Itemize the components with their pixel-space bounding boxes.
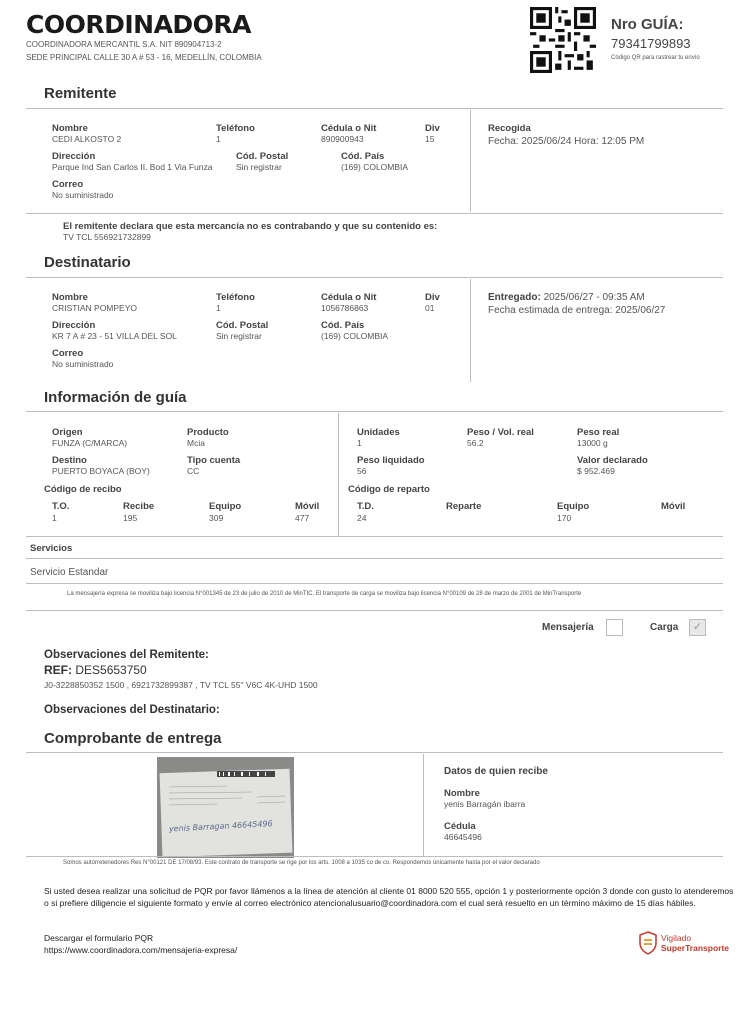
recibe-label: Recibe — [123, 501, 155, 512]
destino: PUERTO BOYACA (BOY) — [52, 466, 150, 476]
dest-cod-pais: (169) COLOMBIA — [321, 331, 389, 341]
unidades: 1 — [357, 438, 362, 448]
rem-nombre-label: Nombre — [52, 123, 88, 134]
peso-vol-label: Peso / Vol. real — [467, 427, 534, 438]
tipo-cuenta-label: Tipo cuenta — [187, 455, 241, 466]
dest-correo: No suministrado — [52, 359, 114, 369]
mensajeria-label: Mensajería — [542, 622, 594, 633]
to-value: 1 — [52, 513, 57, 523]
dest-direccion: KR 7 A # 23 - 51 VILLA DEL SOL — [52, 331, 177, 341]
movil2-label: Móvil — [661, 501, 686, 512]
td-label: T.D. — [357, 501, 374, 512]
recibe-nombre: yenis Barragán ibarra — [444, 799, 526, 809]
peso-liquidado-label: Peso liquidado — [357, 455, 425, 466]
company-name: COORDINADORA MERCANTIL S.A. NIT 890904713-2 — [26, 40, 222, 49]
obs-destinatario-title: Observaciones del Destinatario: — [44, 704, 220, 716]
ref-label: REF: — [44, 663, 72, 677]
rem-correo-label: Correo — [52, 179, 84, 190]
valor-declarado-label: Valor declarado — [577, 455, 648, 466]
tipo-cuenta: CC — [187, 466, 200, 476]
vigilado-line1: Vigilado — [661, 933, 692, 943]
ref-value: DES5653750 — [75, 663, 147, 677]
dest-div-label: Div — [425, 292, 440, 303]
qr-code-icon — [530, 7, 596, 73]
rem-div-label: Div — [425, 123, 440, 134]
origen: FUNZA (C/MARCA) — [52, 438, 128, 448]
recibe-value: 195 — [123, 513, 138, 523]
comprobante-title: Comprobante de entrega — [44, 730, 222, 747]
carga-checkbox[interactable]: ✓ — [689, 619, 706, 636]
dest-telefono-label: Teléfono — [216, 292, 255, 303]
to-label: T.O. — [52, 501, 70, 512]
datos-recibe-title: Datos de quien recibe — [444, 766, 548, 777]
delivery-proof-photo — [157, 757, 294, 858]
recibe-nombre-label: Nombre — [444, 788, 480, 799]
dest-cedula-label: Cédula o Nit — [321, 292, 377, 303]
entregado-value: 2025/06/27 - 09:35 AM — [543, 292, 645, 303]
descargar-pqr: Descargar el formulario PQR — [44, 933, 154, 943]
dest-correo-label: Correo — [52, 348, 84, 359]
obs-ref — [44, 663, 147, 677]
company-address: SEDE PRINCIPAL CALLE 30 A # 53 - 16, MEDELLÍN, COLOMBIA — [26, 53, 262, 62]
rem-telefono: 1 — [216, 134, 221, 144]
peso-real: 13000 g — [577, 438, 608, 448]
movil1-label: Móvil — [295, 501, 320, 512]
movil1-value: 477 — [295, 513, 310, 523]
rem-correo: No suministrado — [52, 190, 114, 200]
dest-nombre: CRISTIAN POMPEYO — [52, 303, 138, 313]
declaracion: El remitente declara que esta mercancía no es contrabando y que su contenido es: — [63, 221, 438, 232]
rem-div: 15 — [425, 134, 435, 144]
handwriting-text: yenis Barragan 46645496 — [168, 819, 273, 834]
dest-cedula: 1056786863 — [321, 303, 369, 313]
peso-real-label: Peso real — [577, 427, 620, 438]
equipo2-value: 170 — [557, 513, 572, 523]
dest-cod-postal: Sin registrar — [216, 331, 262, 341]
guia-label: Nro GUÍA: — [611, 16, 684, 33]
contenido: TV TCL 556921732899 — [63, 232, 151, 242]
rem-telefono-label: Teléfono — [216, 123, 255, 134]
rem-cod-pais: (169) COLOMBIA — [341, 162, 409, 172]
legal-text: Somos autorretenedores Res N°00121 DE 17/08/93. Este contrato de transporte se rige por los arts. 1008 a 1035 co de co. Respondemos únicamente hasta por el valor declarado — [63, 860, 540, 866]
rem-direccion: Parque Ind San Carlos II. Bod 1 Via Funza — [52, 162, 213, 172]
codigo-reparto-label: Código de reparto — [348, 484, 430, 495]
vigilado-logo — [661, 933, 729, 953]
entregado-label: Entregado: — [488, 292, 541, 303]
vigilado-line2: SuperTransporte — [661, 943, 730, 953]
licencia-text: La mensajería expresa se moviliza bajo licencia N°001345 de 23 de julio de 2010 de MinTIC. El transporte de carga se moviliza bajo licencia N°00109 de 28 de marzo de 2001 de MinTransporte — [67, 591, 582, 597]
guia-title: Información de guía — [44, 389, 187, 406]
recogida-label: Recogida — [488, 123, 531, 134]
rem-nombre: CEDI ALKOSTO 2 — [52, 134, 122, 144]
recibe-cedula: 46645496 — [444, 832, 482, 842]
servicio-value: Servicio Estandar — [30, 567, 109, 578]
codigo-recibo-label: Código de recibo — [44, 484, 122, 495]
mensajeria-checkbox[interactable] — [606, 619, 623, 636]
equipo1-value: 309 — [209, 513, 224, 523]
unidades-label: Unidades — [357, 427, 400, 438]
destino-label: Destino — [52, 455, 87, 466]
supertransporte-shield-icon — [638, 931, 658, 955]
rem-cod-postal-label: Cód. Postal — [236, 151, 289, 162]
recibe-cedula-label: Cédula — [444, 821, 476, 832]
carga-label: Carga — [650, 622, 679, 633]
dest-direccion-label: Dirección — [52, 320, 96, 331]
td-value: 24 — [357, 513, 367, 523]
dest-div: 01 — [425, 303, 435, 313]
obs-detalle: J0-3228850352 1500 , 6921732899387 , TV TCL 55" V6C 4K-UHD 1500 — [44, 680, 318, 690]
rem-cedula: 890900943 — [321, 134, 364, 144]
dest-cod-pais-label: Cód. País — [321, 320, 365, 331]
destinatario-title: Destinatario — [44, 254, 131, 271]
reparte-label: Reparte — [446, 501, 482, 512]
rem-cod-postal: Sin registrar — [236, 162, 282, 172]
company-logo: COORDINADORA — [26, 10, 252, 39]
remitente-title: Remitente — [44, 85, 117, 102]
pqr-text: Si usted desea realizar una solicitud de PQR por favor llámenos a la línea de atención al cliente 01 8000 520 555, opción 1 y posteriormente opción 3 donde con gusto lo atenderemos o si prefiere diligencie el siguiente formato y envíe al correo electrónico atencionalusuario@coordinadora.com el cual será resuelto en un término máximo de 15 días hábiles. — [44, 886, 734, 908]
pqr-link[interactable]: https://www.coordinadora.com/mensajeria-expresa/ — [44, 945, 238, 955]
origen-label: Origen — [52, 427, 83, 438]
rem-cod-pais-label: Cód. País — [341, 151, 385, 162]
fecha-estimada: Fecha estimada de entrega: 2025/06/27 — [488, 305, 666, 316]
producto-label: Producto — [187, 427, 229, 438]
equipo2-label: Equipo — [557, 501, 590, 512]
entregado — [488, 292, 645, 303]
producto: Mcia — [187, 438, 205, 448]
qr-caption: Código QR para rastrear tu envío — [611, 55, 700, 61]
recogida-value: Fecha: 2025/06/24 Hora: 12:05 PM — [488, 136, 645, 147]
valor-declarado: $ 952.469 — [577, 466, 615, 476]
guia-number: 79341799893 — [611, 36, 691, 51]
peso-vol: 56.2 — [467, 438, 484, 448]
obs-remitente-title: Observaciones del Remitente: — [44, 649, 209, 661]
servicios-title: Servicios — [30, 543, 73, 554]
peso-liquidado: 56 — [357, 466, 367, 476]
equipo1-label: Equipo — [209, 501, 242, 512]
rem-direccion-label: Dirección — [52, 151, 96, 162]
dest-cod-postal-label: Cód. Postal — [216, 320, 269, 331]
dest-nombre-label: Nombre — [52, 292, 88, 303]
rem-cedula-label: Cédula o Nit — [321, 123, 377, 134]
dest-telefono: 1 — [216, 303, 221, 313]
